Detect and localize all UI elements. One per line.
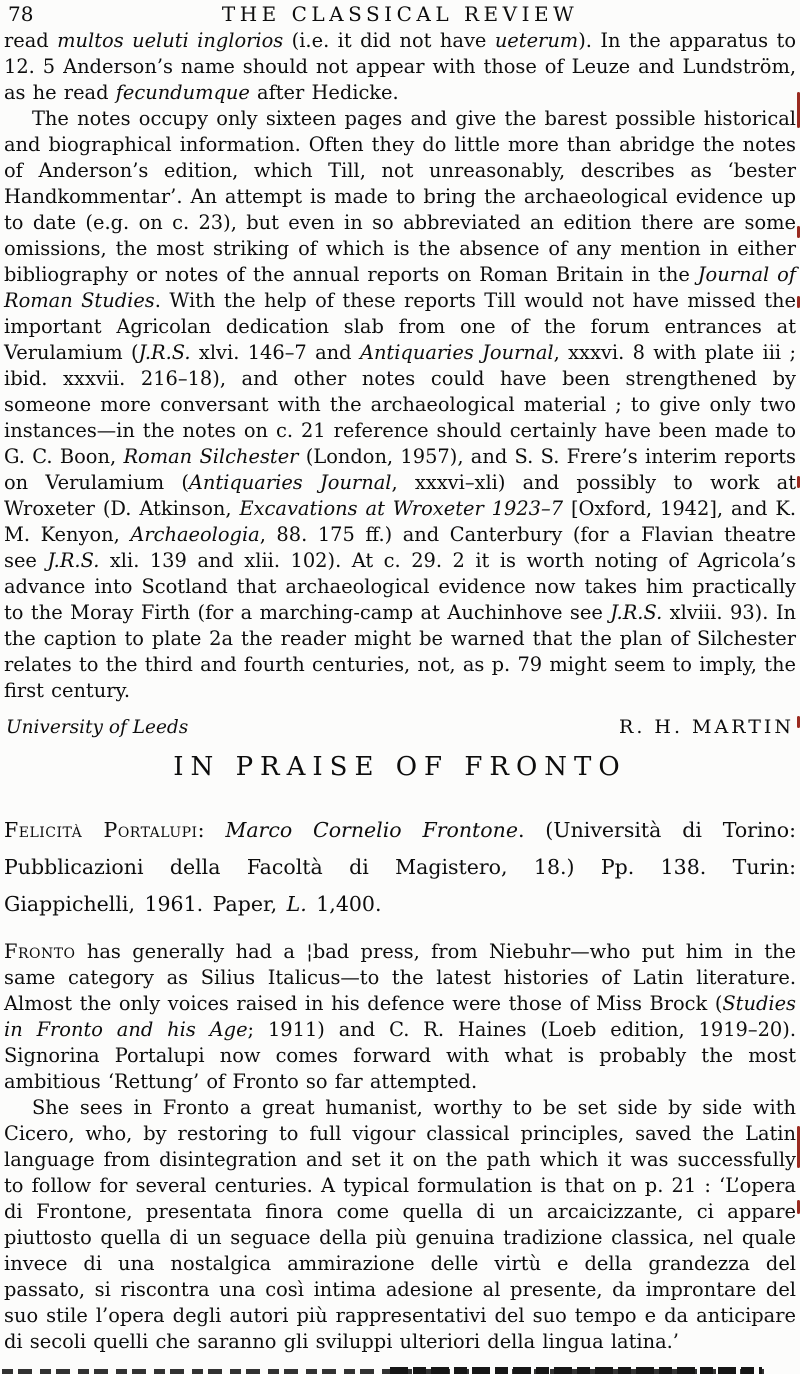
paragraph: She sees in Fronto a great humanist, worthy to be set side by side with Cicero, who, by restoring to full vigour classical principles, saved the Latin language from disintegration and set it on the path which it was successfully to follow for several centuries. A typical formulation is that on p. 21 : ‘L’opera di Frontone, presentata finora come quella di un arcaicizzante, ci appare piuttosto quella di un seguace della più genuina tradizione classica, nel quale invece di una nostalgica ammirazione delle virtù e della grandezza del passato, si riscontra una così intima adesione al presente, da improntare del suo stile l’opera degli autori più rappresentativi del suo tempo e da anticipare di secoli quelli che saranno gli sviluppi ulteriori della lingua latina.’ [4,1096,796,1353]
page-header [4,2,796,28]
bibliographic-entry: Felicità Portalupi: Marco Cornelio Frontone. (Università di Torino: Pubblicazioni della Facoltà di Magistero, 18.) Pp. 138. Turin: Giappichelli, 1961. Paper, L. 1,400. [4,818,796,916]
paragraph: read multos ueluti inglorios (i.e. it did not have ueterum). In the apparatus to 12. 5 Anderson’s name should not appear with those of Leuze and Lundström, as he read fecundumque after Hedicke. [4,29,797,104]
reviewer-affiliation: University of Leeds [6,717,189,738]
review-continuation [4,28,796,738]
paragraph: Fronto has generally had a ¦bad press, from Niebuhr—who put him in the same category as Silius Italicus—to the latest histories of Latin literature. Almost the only voices raised in his defence were those of Miss Brock (Studies in Fronto and his Age; 1911) and C. R. Haines (Loeb edition, 1919–20). Signorina Portalupi now comes forward with what is probably the most ambitious ‘Rettung’ of Fronto so far attempted. [4,940,796,1093]
journal-title: THE CLASSICAL REVIEW [221,2,579,26]
review-fronto-body [4,939,796,1355]
cutoff-text-strip [390,1367,762,1374]
section-title: IN PRAISE OF FRONTO [173,752,627,782]
byline [4,716,796,738]
review-fronto [4,752,796,1355]
reviewer-name: R. H. MARTIN [619,716,794,738]
review-continuation-body [4,28,796,704]
page-number: 78 [8,2,34,26]
paragraph: The notes occupy only sixteen pages and give the barest possible historical and biographical information. Often they do little more than abridge the notes of Anderson’s edition, which Till, not unreasonably, describes as ‘bester Handkommentar’. An attempt is made to bring the archaeological evidence up to date (e.g. on c. 23), but even in so abbreviated an edition there are some omissions, the most striking of which is the absence of any mention in either bibliography or notes of the annual reports on Roman Britain in the Journal of Roman Studies. With the help of these reports Till would not have missed the important Agricolan dedication slab from one of the forum entrances at Verulamium (J.R.S. xlvi. 146–7 and Antiquaries Journal, xxxvi. 8 with plate iii ; ibid. xxxvii. 216–18), and other notes could have been strengthened by someone more conversant with the archaeological material ; to give only two instances—in the notes on c. 21 reference should certainly have been made to G. C. Boon, Roman Silchester (London, 1957), and S. S. Frere’s interim reports on Verulamium (Antiquaries Journal, xxxvi–xli) and possibly to work at Wroxeter (D. Atkinson, Excavations at Wroxeter 1923–7 [Oxford, 1942], and K. M. Kenyon, Archaeologia, 88. 175 ff.) and Canterbury (for a Flavian theatre see J.R.S. xli. 139 and xlii. 102). At c. 29. 2 it is worth noting of Agricola’s advance into Scotland that archaeological evidence now takes him practically to the Moray Firth (for a marching-camp at Auchinhove see J.R.S. xlviii. 93). In the caption to plate 2a the reader might be warned that the plan of Silchester relates to the third and fourth centuries, not, as p. 79 might seem to imply, the first century. [4,107,797,702]
